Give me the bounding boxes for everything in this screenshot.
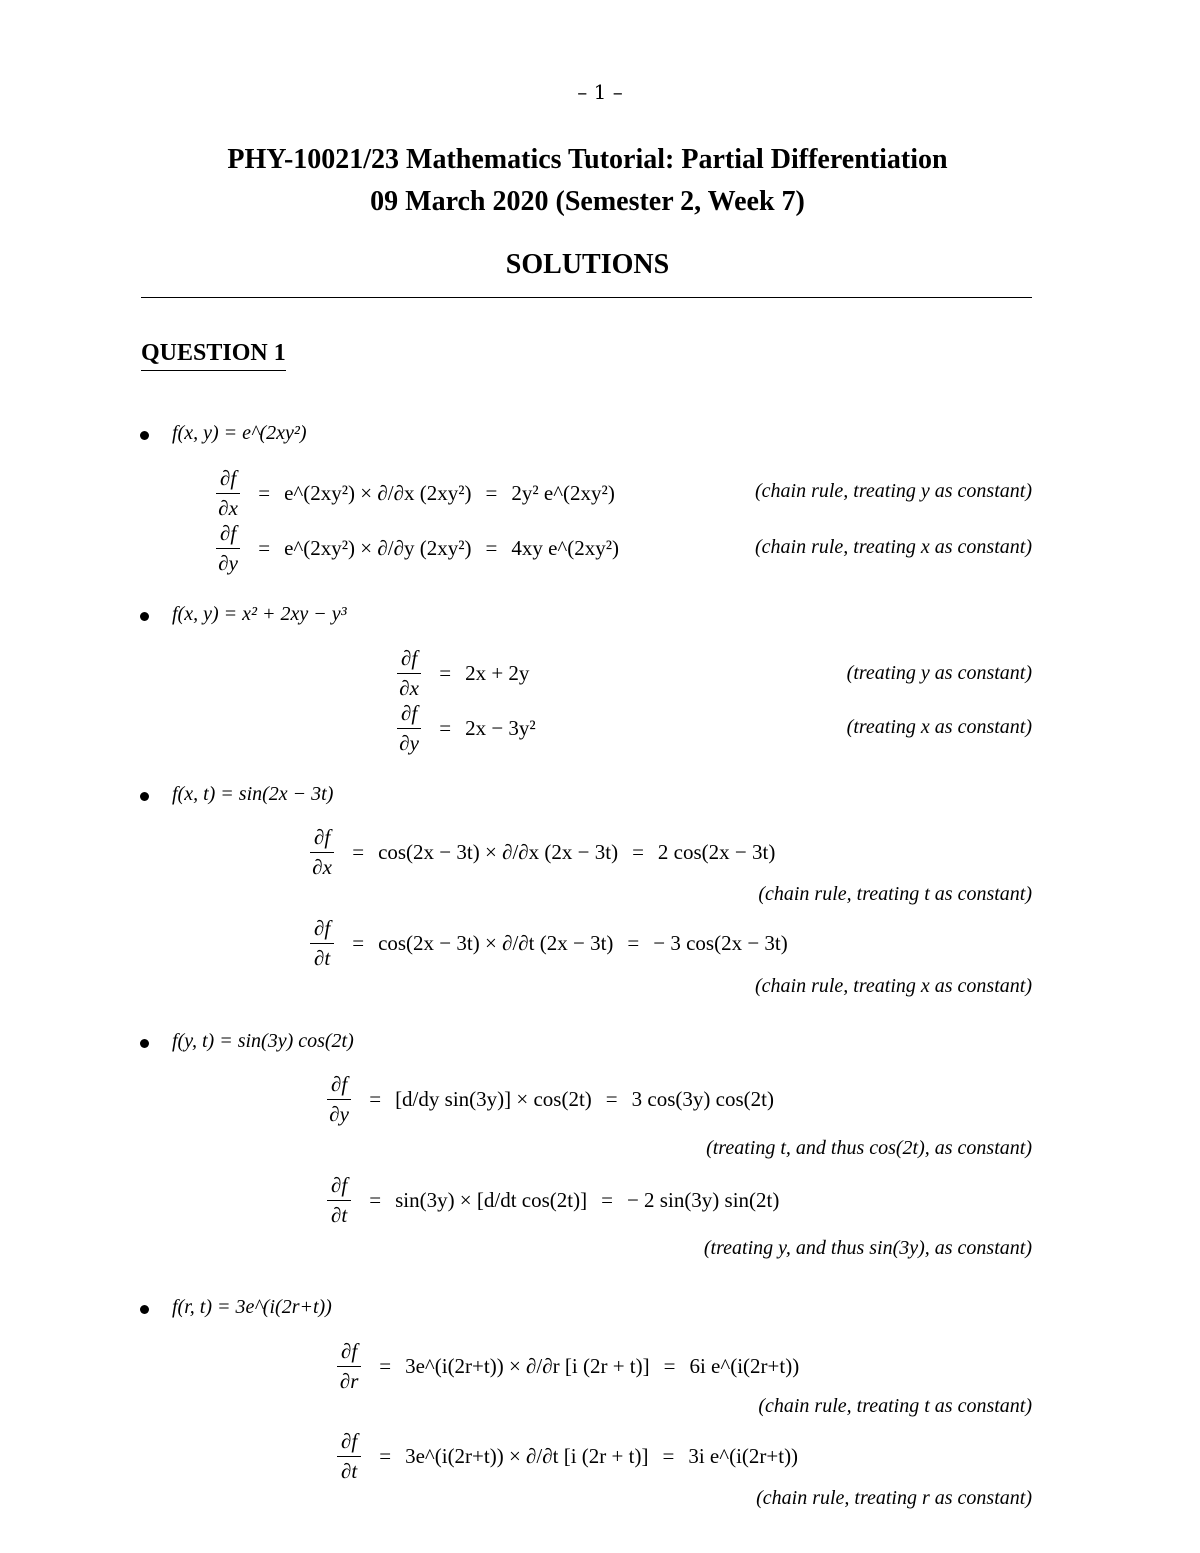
derivative-fraction: $\frac{\partial f}{\partial t}$ — [337, 1429, 361, 1484]
bullet-5 — [140, 1305, 149, 1314]
page-subtitle: SOLUTIONS — [505, 249, 670, 280]
equation-3a: $\frac{\partial f}{\partial x}$ = cos(2x − 3t) × ∂/∂x (2x − 3t) = 2 cos(2x − 3t) — [306, 825, 775, 880]
bullet-1 — [140, 431, 149, 440]
header-divider — [141, 297, 1032, 298]
equation-5b: $\frac{\partial f}{\partial t}$ = 3e^(i(2r+t)) × ∂/∂t [i (2r + t)] = 3i e^(i(2r+t)) — [333, 1429, 798, 1484]
note-5a: (chain rule, treating t as constant) — [758, 1395, 1032, 1417]
page-date: 09 March 2020 (Semester 2, Week 7) — [370, 186, 805, 217]
bullet-3 — [140, 792, 149, 801]
function-4: f(y, t) = sin(3y) cos(2t) — [172, 1030, 354, 1052]
derivative-fraction: $\frac{\partial f}{\partial r}$ — [337, 1339, 361, 1394]
question-heading: QUESTION 1 — [141, 340, 286, 371]
note-5b: (chain rule, treating r as constant) — [756, 1487, 1032, 1509]
note-3a: (chain rule, treating t as constant) — [758, 883, 1032, 905]
equation-4b: $\frac{\partial f}{\partial t}$ = sin(3y) × [d/dt cos(2t)] = − 2 sin(3y) sin(2t) — [323, 1173, 779, 1228]
note-1a: (chain rule, treating y as constant) — [755, 480, 1032, 502]
function-3: f(x, t) = sin(2x − 3t) — [172, 783, 334, 805]
bullet-2 — [140, 612, 149, 621]
equation-2b: $\frac{\partial f}{\partial y}$ = 2x − 3y² — [393, 701, 536, 756]
derivative-fraction: $\frac{\partial f}{\partial y}$ — [327, 1072, 351, 1127]
derivative-fraction: $\frac{\partial f}{\partial x}$ — [216, 466, 240, 521]
derivative-fraction: $\frac{\partial f}{\partial t}$ — [310, 916, 334, 971]
note-1b: (chain rule, treating x as constant) — [755, 536, 1032, 558]
derivative-fraction: $\frac{\partial f}{\partial y}$ — [397, 701, 421, 756]
note-3b: (chain rule, treating x as constant) — [755, 975, 1032, 997]
function-5: f(r, t) = 3e^(i(2r+t)) — [172, 1296, 332, 1318]
page-number: – 1 – — [577, 80, 623, 104]
note-4a: (treating t, and thus cos(2t), as constant) — [706, 1137, 1032, 1159]
derivative-fraction: $\frac{\partial f}{\partial y}$ — [216, 521, 240, 576]
equation-2a: $\frac{\partial f}{\partial x}$ = 2x + 2y — [393, 646, 529, 701]
derivative-fraction: $\frac{\partial f}{\partial x}$ — [397, 646, 421, 701]
function-1: f(x, y) = e^(2xy²) — [172, 422, 307, 444]
equation-3b: $\frac{\partial f}{\partial t}$ = cos(2x − 3t) × ∂/∂t (2x − 3t) = − 3 cos(2x − 3t) — [306, 916, 788, 971]
derivative-fraction: $\frac{\partial f}{\partial x}$ — [310, 825, 334, 880]
equation-4a: $\frac{\partial f}{\partial y}$ = [d/dy sin(3y)] × cos(2t) = 3 cos(3y) cos(2t) — [323, 1072, 774, 1127]
note-4b: (treating y, and thus sin(3y), as constant) — [703, 1237, 1032, 1259]
equation-5a: $\frac{\partial f}{\partial r}$ = 3e^(i(2r+t)) × ∂/∂r [i (2r + t)] = 6i e^(i(2r+t)) — [333, 1339, 799, 1394]
note-2a: (treating y as constant) — [846, 662, 1032, 684]
page-title: PHY-10021/23 Mathematics Tutorial: Partial Differentiation — [227, 144, 948, 175]
derivative-fraction: $\frac{\partial f}{\partial t}$ — [327, 1173, 351, 1228]
note-2b: (treating x as constant) — [846, 716, 1032, 738]
bullet-4 — [140, 1039, 149, 1048]
equation-1b: $\frac{\partial f}{\partial y}$ = e^(2xy²) × ∂/∂y (2xy²) = 4xy e^(2xy²) — [212, 521, 619, 576]
equation-1a: $\frac{\partial f}{\partial x}$ = e^(2xy²) × ∂/∂x (2xy²) = 2y² e^(2xy²) — [212, 466, 615, 521]
function-2: f(x, y) = x² + 2xy − y³ — [172, 603, 347, 625]
